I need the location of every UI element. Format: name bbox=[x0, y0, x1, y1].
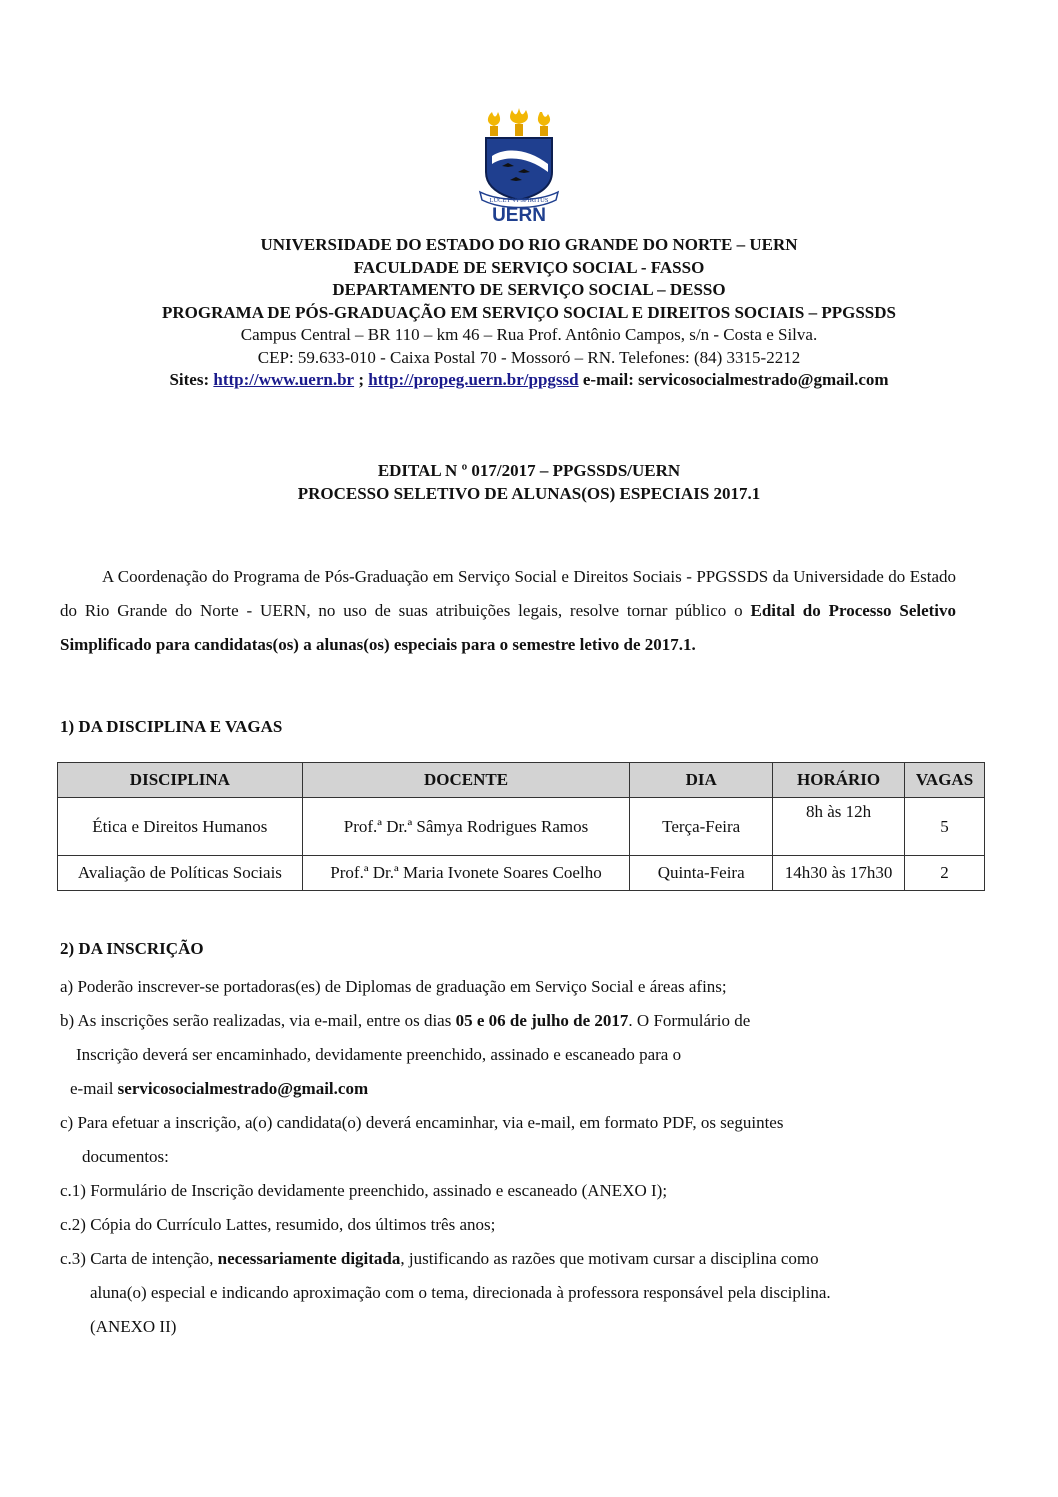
col-header-horario: HORÁRIO bbox=[773, 763, 905, 798]
header-faculty: FACULDADE DE SERVIÇO SOCIAL - FASSO bbox=[353, 257, 705, 277]
svg-text:LUCET VI SPIRITUS: LUCET VI SPIRITUS bbox=[489, 197, 549, 204]
intro-paragraph bbox=[60, 560, 956, 662]
header-cep: CEP: 59.633-010 - Caixa Postal 70 - Mossoró – RN. Telefones: (84) 3315-2212 bbox=[257, 347, 801, 367]
disciplines-table bbox=[57, 762, 985, 891]
list-item-b-cont: Inscrição deverá ser encaminhado, devidamente preenchido, assinado e escaneado para o bbox=[76, 1045, 682, 1064]
col-header-docente: DOCENTE bbox=[302, 763, 630, 798]
col-header-disciplina: DISCIPLINA bbox=[58, 763, 303, 798]
header-address: Campus Central – BR 110 – km 46 – Rua Prof. Antônio Campos, s/n - Costa e Silva. bbox=[240, 325, 818, 344]
list-item-c-cont: documentos: bbox=[82, 1147, 169, 1166]
item-c3-text-end: , justificando as razões que motivam cursar a disciplina como bbox=[400, 1249, 819, 1268]
cell-dia: Quinta-Feira bbox=[630, 856, 773, 891]
section2-list bbox=[60, 970, 990, 1344]
edital-number: EDITAL N º 017/2017 – PPGSSDS/UERN bbox=[377, 461, 681, 480]
list-item-b bbox=[60, 1004, 990, 1038]
torches-icon bbox=[488, 108, 550, 136]
section2-heading: 2) DA INSCRIÇÃO bbox=[60, 939, 204, 958]
item-c3-text: c.3) Carta de intenção, bbox=[60, 1249, 214, 1268]
list-item-a: a) Poderão inscrever-se portadoras(es) de Diplomas de graduação em Serviço Social e áreas afins; bbox=[60, 977, 727, 996]
cell-disciplina: Avaliação de Políticas Sociais bbox=[58, 856, 303, 891]
email-address: servicosocialmestrado@gmail.com bbox=[117, 1079, 369, 1098]
list-item-c3-cont: aluna(o) especial e indicando aproximação com o tema, direcionada à professora responsável pela disciplina. bbox=[90, 1283, 831, 1302]
cell-vagas: 5 bbox=[905, 798, 985, 856]
cell-horario: 8h às 12h bbox=[773, 798, 905, 856]
col-header-vagas: VAGAS bbox=[905, 763, 985, 798]
cell-dia: Terça-Feira bbox=[630, 798, 773, 856]
list-item-c3 bbox=[60, 1242, 990, 1276]
list-item-c2: c.2) Cópia do Currículo Lattes, resumido, dos últimos três anos; bbox=[60, 1215, 496, 1234]
header-program: PROGRAMA DE PÓS-GRADUAÇÃO EM SERVIÇO SOCIAL E DIREITOS SOCIAIS – PPGSSDS bbox=[162, 302, 896, 322]
table-row bbox=[58, 798, 985, 856]
email-label: e-mail bbox=[70, 1079, 114, 1098]
site-link-uern[interactable]: http://www.uern.br bbox=[213, 370, 355, 389]
section1-heading: 1) DA DISCIPLINA E VAGAS bbox=[60, 717, 283, 736]
col-header-dia: DIA bbox=[630, 763, 773, 798]
header-email: e-mail: servicosocialmestrado@gmail.com bbox=[582, 370, 889, 389]
edital-title bbox=[0, 459, 1058, 505]
list-item-c3-annex: (ANEXO II) bbox=[90, 1317, 177, 1336]
institution-header bbox=[0, 234, 1058, 392]
header-department: DEPARTAMENTO DE SERVIÇO SOCIAL – DESSO bbox=[332, 280, 726, 299]
list-item-b-email bbox=[60, 1072, 990, 1106]
item-c3-bold: necessariamente digitada bbox=[217, 1249, 401, 1268]
header-sites bbox=[0, 369, 1058, 392]
uern-logo bbox=[470, 106, 568, 224]
item-b-text-end: . O Formulário de bbox=[628, 1011, 751, 1030]
shield-icon bbox=[486, 138, 552, 200]
item-b-text: b) As inscrições serão realizadas, via e-mail, entre os dias bbox=[60, 1011, 452, 1030]
list-item-c: c) Para efetuar a inscrição, a(o) candidata(o) deverá encaminhar, via e-mail, em formato PDF, os seguintes bbox=[60, 1113, 784, 1132]
intro-bold-text: Edital do Processo Seletivo Simplificado para candidatas(os) a alunas(os) especiais para o semestre letivo de 2017.1. bbox=[60, 601, 957, 654]
item-b-dates: 05 e 06 de julho de 2017 bbox=[455, 1011, 629, 1030]
intro-text: A Coordenação do Programa de Pós-Graduação em Serviço Social e Direitos Sociais - PPGSSDS da Universidade do Estado do Rio Grande do Norte - UERN, no uso de suas atribuições legais, resolve tornar público o bbox=[60, 567, 956, 620]
header-university: UNIVERSIDADE DO ESTADO DO RIO GRANDE DO NORTE – UERN bbox=[260, 235, 798, 254]
sites-separator: ; bbox=[358, 370, 365, 389]
table-row bbox=[58, 856, 985, 891]
list-item-c1: c.1) Formulário de Inscrição devidamente preenchido, assinado e escaneado (ANEXO I); bbox=[60, 1181, 668, 1200]
logo-name: UERN bbox=[492, 205, 546, 224]
cell-vagas: 2 bbox=[905, 856, 985, 891]
sites-label: Sites: bbox=[169, 370, 210, 389]
site-link-ppgssd[interactable]: http://propeg.uern.br/ppgssd bbox=[368, 370, 579, 389]
cell-horario: 14h30 às 17h30 bbox=[773, 856, 905, 891]
cell-disciplina: Ética e Direitos Humanos bbox=[58, 798, 303, 856]
cell-docente: Prof.ª Dr.ª Maria Ivonete Soares Coelho bbox=[302, 856, 630, 891]
edital-subject: PROCESSO SELETIVO DE ALUNAS(OS) ESPECIAIS 2017.1 bbox=[297, 484, 761, 503]
table-header-row bbox=[58, 763, 985, 798]
cell-docente: Prof.ª Dr.ª Sâmya Rodrigues Ramos bbox=[302, 798, 630, 856]
